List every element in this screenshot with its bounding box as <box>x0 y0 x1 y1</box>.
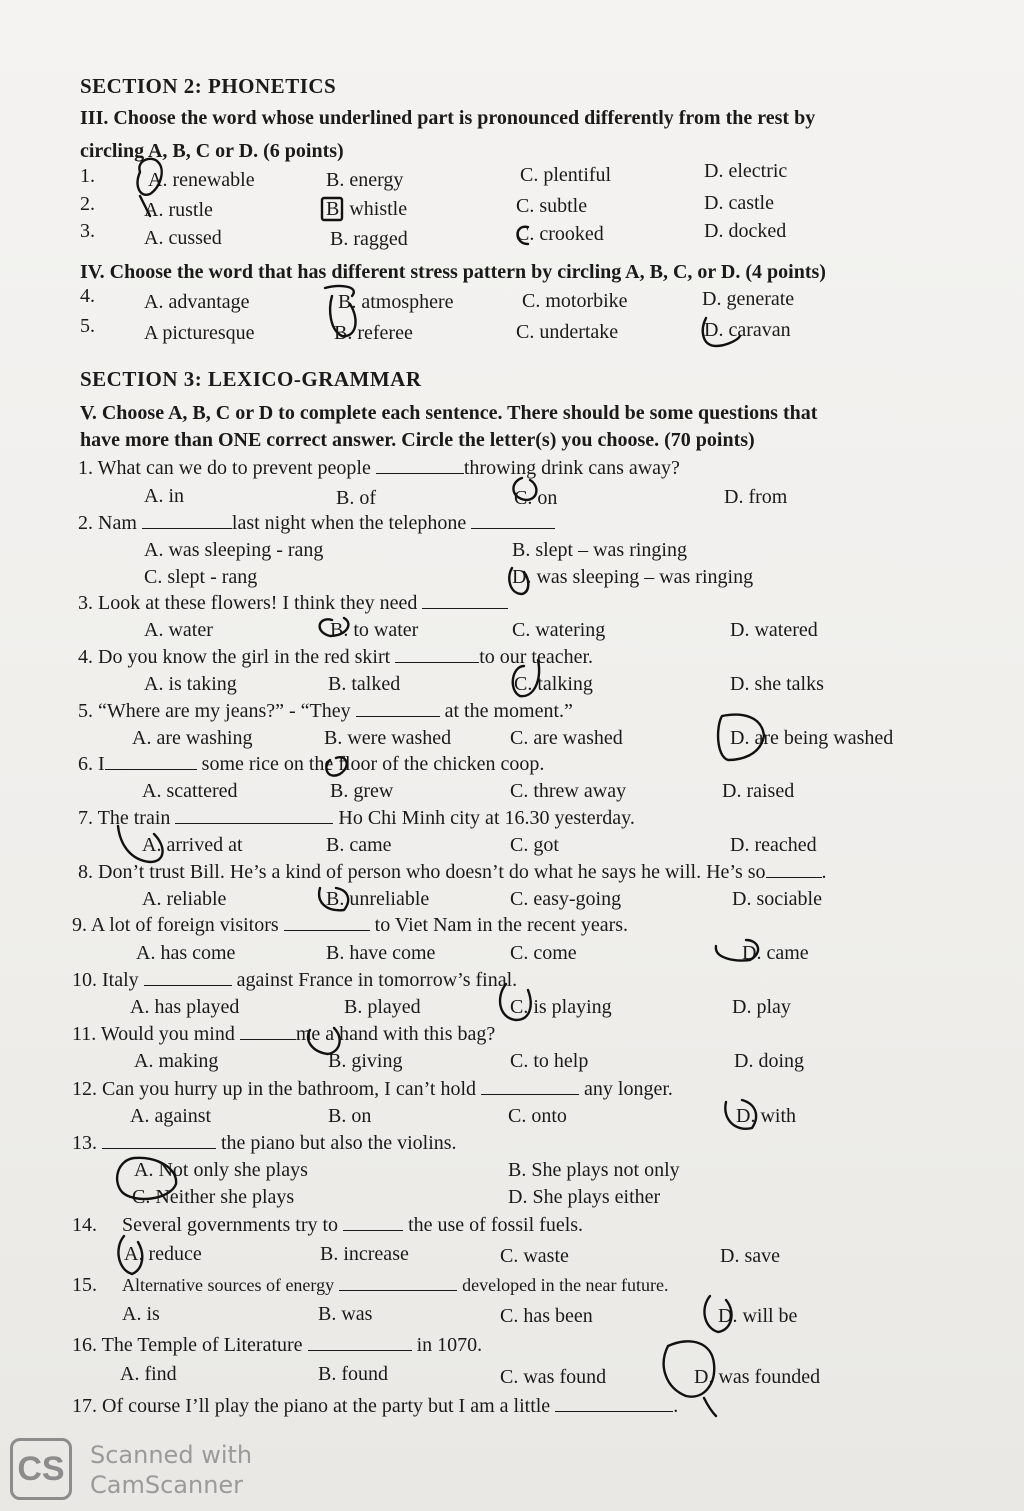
option-c[interactable]: C. got <box>510 834 559 856</box>
option-c[interactable]: C. are washed <box>510 727 623 749</box>
question-number: 1. <box>80 165 95 187</box>
option-b[interactable]: B. increase <box>320 1243 409 1265</box>
question-stem: 14. Several governments try to the use of fossil fuels. <box>72 1214 584 1236</box>
option-c[interactable]: C. come <box>510 942 577 964</box>
option-c[interactable]: C. was found <box>500 1366 607 1388</box>
option-d[interactable]: D. caravan <box>704 319 791 341</box>
option-b[interactable]: B. found <box>318 1363 388 1385</box>
option-c[interactable]: C. talking <box>514 673 593 695</box>
question-number: 2. <box>80 193 95 215</box>
option-c[interactable]: C. to help <box>510 1050 589 1072</box>
option-b[interactable]: B. talked <box>328 673 401 695</box>
option-b[interactable]: B. atmosphere <box>338 291 454 313</box>
option-a[interactable]: A. against <box>130 1105 212 1127</box>
option-b[interactable]: B. have come <box>326 942 436 964</box>
option-d[interactable]: D. doing <box>734 1050 804 1072</box>
option-c[interactable]: C. threw away <box>510 780 627 802</box>
option-c[interactable]: C. Neither she plays <box>132 1186 295 1208</box>
option-d[interactable]: D. watered <box>730 619 818 641</box>
option-a[interactable]: A. has played <box>130 996 240 1018</box>
camscanner-watermark <box>90 1440 252 1500</box>
option-b[interactable]: B. slept – was ringing <box>512 539 687 561</box>
option-b[interactable]: B. of <box>336 487 376 509</box>
option-b[interactable]: B. ragged <box>330 228 408 250</box>
option-d[interactable]: D. with <box>736 1105 796 1127</box>
option-a[interactable]: A. in <box>144 485 184 507</box>
question-stem: 10. Italy against France in tomorrow’s final. <box>72 969 518 991</box>
option-d[interactable]: D. was sleeping – was ringing <box>512 566 754 588</box>
option-c[interactable]: C. crooked <box>516 223 604 245</box>
option-c[interactable]: C. onto <box>508 1105 567 1127</box>
question-stem: 13. the piano but also the violins. <box>72 1132 457 1154</box>
option-a[interactable]: A. cussed <box>144 227 222 249</box>
option-d[interactable]: D. are being washed <box>730 727 894 749</box>
section-3-title: SECTION 3: LEXICO-GRAMMAR <box>80 367 422 391</box>
question-stem: 3. Look at these flowers! I think they need <box>78 591 508 615</box>
option-d[interactable]: D. play <box>732 996 791 1018</box>
question-stem: 12. Can you hurry up in the bathroom, I can’t hold any longer. <box>72 1078 673 1100</box>
option-b[interactable]: B. grew <box>330 780 394 802</box>
option-b[interactable]: B. was <box>318 1303 373 1325</box>
option-a[interactable]: A. Not only she plays <box>134 1159 308 1181</box>
option-d[interactable]: D. came <box>742 942 809 964</box>
option-a[interactable]: A. was sleeping - rang <box>144 539 324 561</box>
option-a[interactable]: A. reduce <box>124 1243 202 1265</box>
pen-stroke-q17 <box>704 1398 716 1416</box>
option-d[interactable]: D. sociable <box>732 888 822 910</box>
option-a[interactable]: A. has come <box>136 942 236 964</box>
part-3-instruction-line2: circling A, B, C or D. (6 points) <box>80 140 344 162</box>
question-stem: 2. Nam last night when the telephone <box>78 511 555 535</box>
question-stem: 5. “Where are my jeans?” - “They at the moment.” <box>78 700 573 722</box>
option-d[interactable]: D. she talks <box>730 673 824 695</box>
watermark-line2: CamScanner <box>90 1471 244 1499</box>
option-c[interactable]: C. subtle <box>516 195 588 217</box>
watermark-line1: Scanned with <box>90 1441 253 1469</box>
question-stem: 16. The Temple of Literature in 1070. <box>72 1334 483 1356</box>
option-c[interactable]: C. is playing <box>510 996 612 1018</box>
option-b[interactable]: B. came <box>326 834 392 856</box>
question-number: 5. <box>80 315 95 337</box>
option-b[interactable]: B. giving <box>328 1050 403 1072</box>
option-d[interactable]: D. will be <box>718 1305 798 1327</box>
question-stem: 7. The train Ho Chi Minh city at 16.30 yesterday. <box>78 807 635 829</box>
option-a[interactable]: A. are washing <box>132 727 253 749</box>
question-stem: 6. I some rice on the floor of the chicken coop. <box>78 753 545 775</box>
option-a[interactable]: A. arrived at <box>142 834 243 856</box>
option-a[interactable]: A. reliable <box>142 888 227 910</box>
option-b[interactable]: B. referee <box>334 322 413 344</box>
option-d[interactable]: D. reached <box>730 834 817 856</box>
part-5-instruction-line1: V. Choose A, B, C or D to complete each sentence. There should be some questions that <box>80 402 818 424</box>
part-5-instruction-line2: have more than ONE correct answer. Circle the letter(s) you choose. (70 points) <box>80 429 755 451</box>
option-a[interactable]: A picturesque <box>144 322 255 344</box>
section-2-title: SECTION 2: PHONETICS <box>80 74 337 98</box>
option-a[interactable]: A. making <box>134 1050 219 1072</box>
option-d[interactable]: D. electric <box>704 160 788 182</box>
part-4-instruction: IV. Choose the word that has different stress pattern by circling A, B, C, or D. (4 points) <box>80 261 826 283</box>
option-c[interactable]: C. plentiful <box>520 164 612 186</box>
option-a[interactable]: A. renewable <box>148 169 255 191</box>
option-b[interactable]: B. to water <box>330 619 419 641</box>
option-b[interactable]: B. unreliable <box>326 888 430 910</box>
option-a[interactable]: A. water <box>144 619 213 641</box>
option-d[interactable]: D. castle <box>704 192 774 214</box>
option-d[interactable]: D. She plays either <box>508 1186 661 1208</box>
option-c[interactable]: C. watering <box>512 619 606 641</box>
option-b[interactable]: B. were washed <box>324 727 452 749</box>
question-stem: 8. Don’t trust Bill. He’s a kind of person who doesn’t do what he says he will. He’s so . <box>78 861 827 883</box>
question-stem: 11. Would you mind me a hand with this bag? <box>72 1023 496 1045</box>
option-c[interactable]: C. undertake <box>516 321 619 343</box>
option-b[interactable]: B. energy <box>326 169 404 191</box>
option-d[interactable]: D. from <box>724 486 788 508</box>
question-stem: 4. Do you know the girl in the red skirt to our teacher. <box>78 646 594 668</box>
option-c[interactable]: C. easy-going <box>510 888 622 910</box>
option-c[interactable]: C. waste <box>500 1245 569 1267</box>
option-b[interactable]: B. played <box>344 996 421 1018</box>
question-stem: 15. Alternative sources of energy developed in the near future. <box>72 1274 669 1296</box>
part-3-instruction-line1: III. Choose the word whose underlined part is pronounced differently from the rest by <box>80 107 816 129</box>
option-a[interactable]: A. rustle <box>144 199 213 221</box>
option-d[interactable]: D. save <box>720 1245 780 1267</box>
option-a[interactable]: A. is taking <box>144 673 237 695</box>
option-b[interactable]: B. She plays not only <box>508 1159 680 1181</box>
option-a[interactable]: A. scattered <box>142 780 238 802</box>
option-c[interactable]: C. has been <box>500 1305 593 1327</box>
question-stem: 9. A lot of foreign visitors to Viet Nam in the recent years. <box>72 914 629 936</box>
option-b[interactable]: B. whistle <box>326 198 408 220</box>
option-c[interactable]: C. on <box>514 487 558 509</box>
option-a[interactable]: A. advantage <box>144 291 250 313</box>
camscanner-logo: CS <box>10 1438 72 1500</box>
question-stem: 1. What can we do to prevent people throwing drink cans away? <box>78 457 680 479</box>
option-b[interactable]: B. on <box>328 1105 372 1127</box>
option-d[interactable]: D. generate <box>702 288 795 310</box>
question-stem: 17. Of course I’ll play the piano at the party but I am a little . <box>72 1395 679 1417</box>
option-c[interactable]: C. motorbike <box>522 290 628 312</box>
option-d[interactable]: D. raised <box>722 780 795 802</box>
option-a[interactable]: A. is <box>122 1303 160 1325</box>
option-c[interactable]: C. slept - rang <box>144 566 258 588</box>
question-number: 4. <box>80 285 95 307</box>
option-d[interactable]: D. docked <box>704 220 787 242</box>
option-d[interactable]: D. was founded <box>694 1366 821 1388</box>
question-number: 3. <box>80 220 95 242</box>
option-a[interactable]: A. find <box>120 1363 177 1385</box>
